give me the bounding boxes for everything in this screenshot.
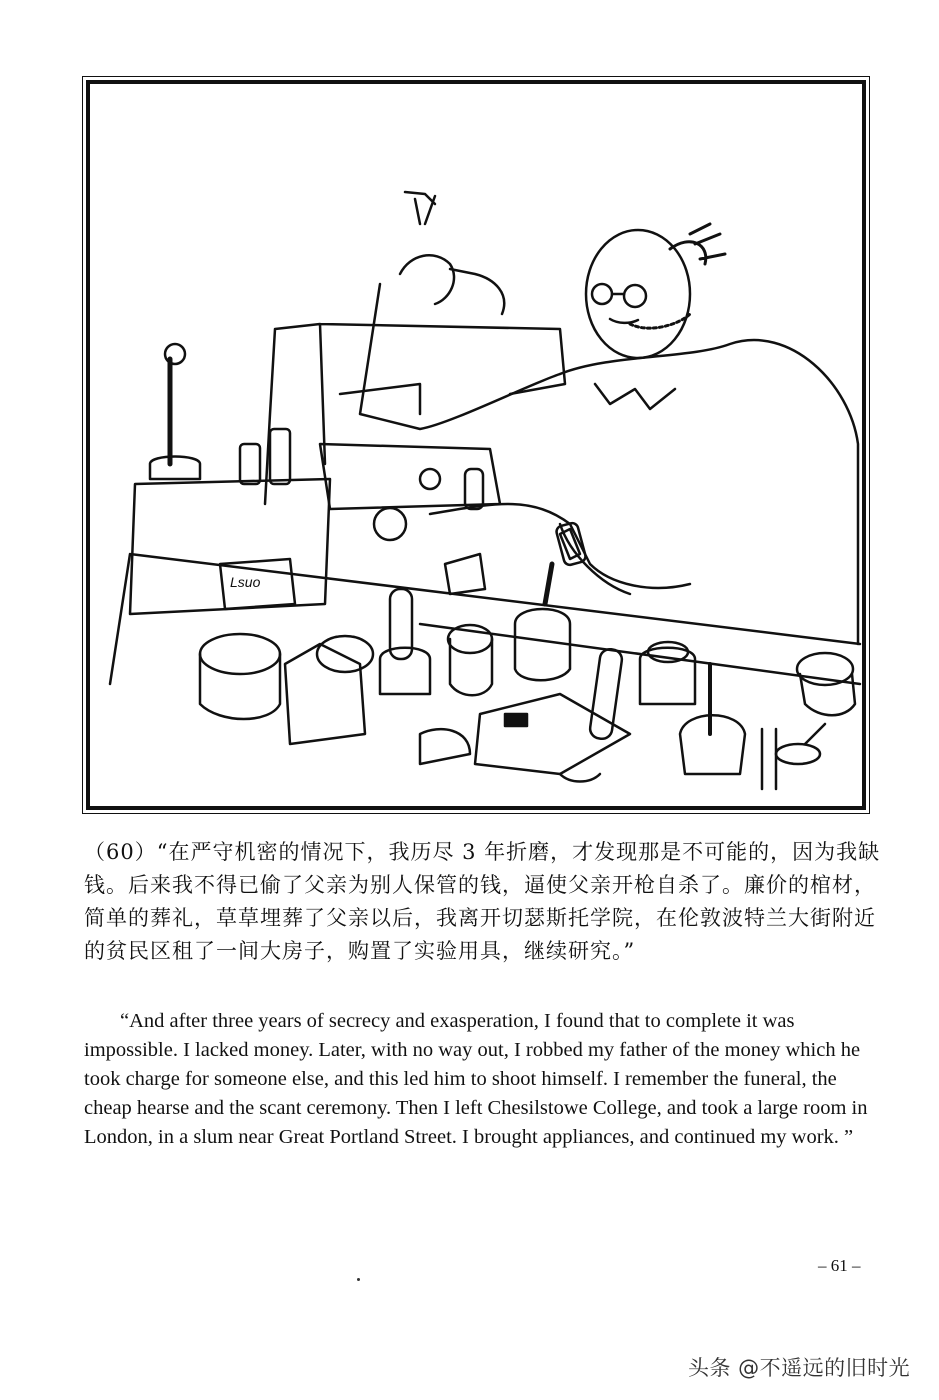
chinese-paragraph: （60）“在严守机密的情况下，我历尽 3 年折磨，才发现那是不可能的，因为我缺钱。后来我不得已偷了父亲为别人保管的钱，逼使父亲开枪自杀了。廉价的棺材，简单的葬礼，草草埋葬了父亲以后，我离开切瑟斯托学院，在伦敦波特兰大街附近的贫民区租了一间大房子，购置了实验用具，继续研究。” (84, 840, 881, 963)
page-number: – 61 – (818, 1256, 861, 1275)
watermark: 头条 @不遥远的旧时光 (688, 1356, 911, 1380)
scientist-lab-drawing (90, 84, 862, 806)
lab-sign-text: Lsuo (230, 574, 261, 590)
scan-speck (357, 1278, 360, 1281)
english-paragraph: “And after three years of secrecy and exasperation, I found that to complete it was impossible. I lacked money. Later, with no way out, I robbed my father of the money which he took charge for someone else, and this led him to shoot himself. I remember the funeral, the cheap hearse and the scant ceremony. Then I left Chesilstowe College, and took a large room in London, in a slum near Great Portland Street. I brought appliances, and continued my work. ” (84, 1010, 868, 1148)
illustration-frame (86, 80, 866, 810)
